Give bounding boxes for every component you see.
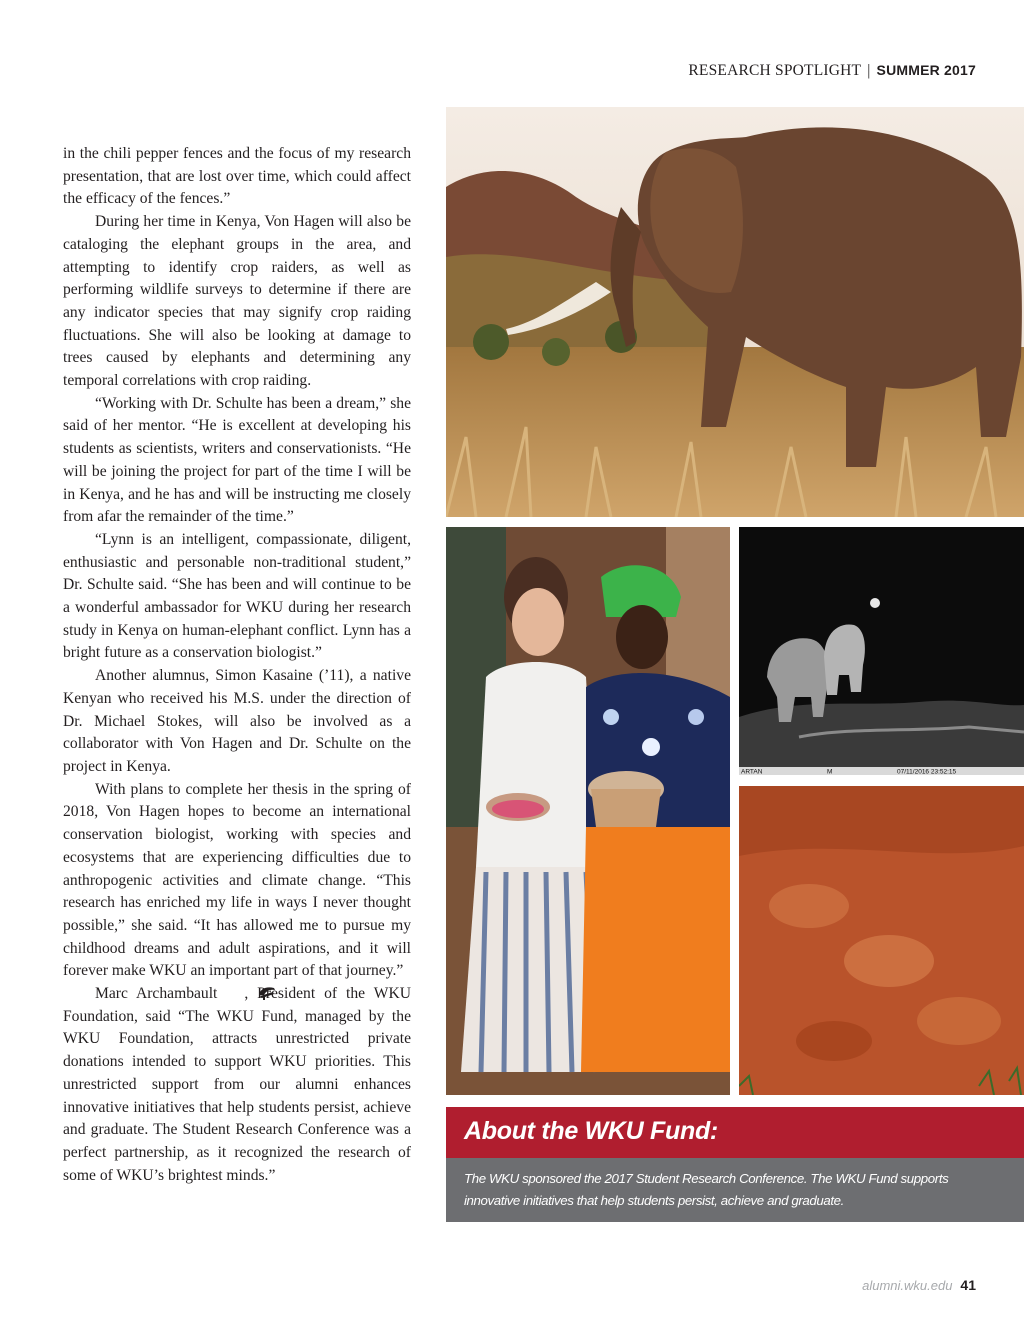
page-footer	[862, 1277, 976, 1295]
header-separator: |	[867, 62, 871, 79]
paragraph-6: With plans to complete her thesis in the spring of 2018, Von Hagen hopes to become an international conservation biologist, working with species and ecosystems that are experiencing difficulties due to anthropogenic activities and climate change. “This research has enriched my life in ways I never thought possible,” she said. “It has allowed me to pursue my childhood dreams and adult aspirations, and it will forever make WKU an important part of that journey.”	[63, 780, 411, 980]
paragraph-3: “Working with Dr. Schulte has been a dream,” she said of her mentor. “He is excellent at developing his students as scientists, writers and conservationists. “He will be joining the project for part of the time I will be in Kenya, and he has and will be instructing me closely from afar the remainder of the time.”	[63, 394, 411, 526]
paragraph-7-start: Marc Archambault	[95, 985, 227, 1003]
paragraph-7	[63, 983, 411, 1187]
paragraph-5: Another alumnus, Simon Kasaine (’11), a native Kenyan who received his M.S. under the direction of Dr. Michael Stokes, will also be involved as a collaborator with Von Hagen and Dr. Schulte on the project in Kenya.	[63, 667, 411, 775]
researchers-with-baskets-photo	[446, 527, 730, 1095]
paragraph-7-end: , President of the WKU Foundation, said “The WKU Fund, managed by the WKU Foundation, attracts unrestricted private donations intended to support WKU priorities. This unrestricted support from our alumni enhances innovative initiatives that help students persist, achieve and graduate. The Student Research Conference was a perfect partnership, as it recognized the research of some of WKU’s brightest minds.”	[63, 985, 411, 1184]
fund-title-bar	[446, 1107, 1024, 1158]
section-name: RESEARCH SPOTLIGHT	[688, 62, 862, 79]
camera-moon-label: M	[827, 768, 833, 775]
paragraph-4: “Lynn is an intelligent, compassionate, diligent, enthusiastic and personable non-traditional student,” Dr. Schulte said. “She has been and will continue to be a wonderful ambassador for WKU during her research study in Kenya on human-elephant conflict. Lynn has a bright future as a conservation biologist.”	[63, 530, 411, 662]
camera-brand-label: ARTAN	[741, 768, 763, 775]
issue-label: SUMMER 2017	[876, 62, 976, 78]
wku-fund-callout	[446, 1107, 1024, 1222]
page-number: 41	[960, 1277, 976, 1293]
paragraph-1: in the chili pepper fences and the focus of my research presentation, that are lost over time, which could affect the efficacy of the fences.”	[63, 145, 411, 208]
fund-description: The WKU sponsored the 2017 Student Research Conference. The WKU Fund supports innovative initiatives that help students persist, achieve and graduate.	[464, 1171, 949, 1208]
article-body	[63, 143, 411, 1187]
fund-title: About the WKU Fund:	[464, 1117, 718, 1145]
camera-timestamp: 07/11/2016 23:52:15	[897, 768, 957, 775]
fund-text-bar	[446, 1158, 1024, 1222]
elephant-tracks-photo	[739, 786, 1024, 1095]
trail-camera-photo	[739, 527, 1024, 775]
paragraph-2: During her time in Kenya, Von Hagen will also be cataloging the elephant groups in the area, and attempting to identify crop raiders, as well as performing wildlife surveys to determine if there are any indicator species that may signify crop raiding fluctuations. She will also be looking at damage to trees caused by elephants and determining any temporal correlations with crop raiding.	[63, 213, 411, 390]
running-header	[688, 62, 976, 80]
elephant-photo	[446, 107, 1024, 517]
wku-cupola-icon	[226, 985, 244, 999]
footer-website: alumni.wku.edu	[862, 1278, 953, 1293]
